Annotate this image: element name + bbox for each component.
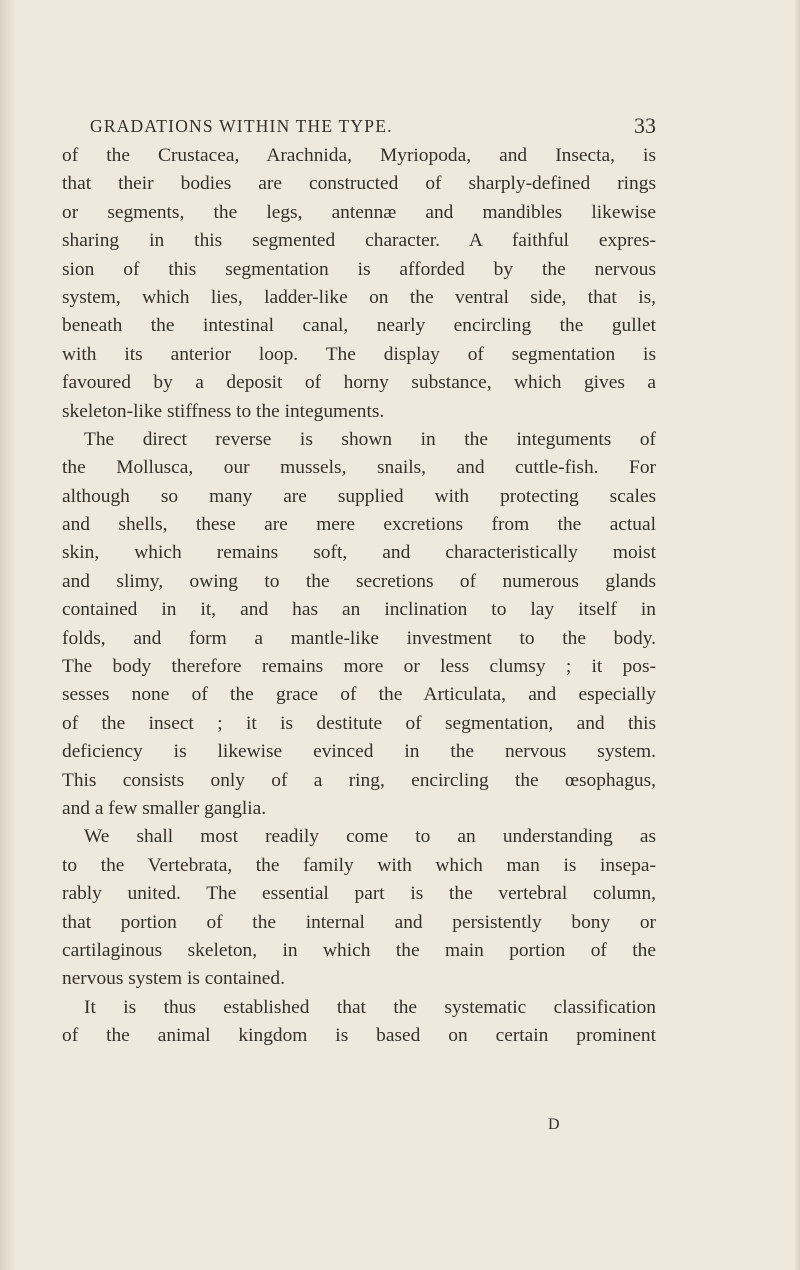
text-line: that portion of the internal and persistently bony or	[62, 911, 656, 933]
running-head	[90, 111, 656, 141]
text-line: skeleton-like stiffness to the integuments.	[62, 400, 385, 422]
text-line: sesses none of the grace of the Articulata, and especially	[62, 684, 656, 706]
body-text	[62, 142, 656, 1051]
text-line: system, which lies, ladder-like on the ventral side, that is,	[62, 286, 656, 308]
text-line: that their bodies are constructed of sharply-defined rings	[62, 173, 656, 195]
text-line: and a few smaller ganglia.	[62, 797, 267, 819]
text-line: rably united. The essential part is the vertebral column,	[62, 883, 656, 905]
text-line: and shells, these are mere excretions from the actual	[62, 514, 656, 536]
text-line: deficiency is likewise evinced in the nervous system.	[62, 741, 656, 763]
text-line: This consists only of a ring, encircling the œsophagus,	[62, 769, 656, 791]
text-line: although so many are supplied with protecting scales	[62, 485, 656, 507]
text-line: of the Crustacea, Arachnida, Myriopoda, and Insecta, is	[62, 145, 656, 166]
text-line: favoured by a deposit of horny substance, which gives a	[62, 372, 656, 394]
page-edge	[794, 0, 800, 1270]
text-line: skin, which remains soft, and characteristically moist	[62, 542, 656, 564]
text-line: with its anterior loop. The display of segmentation is	[62, 343, 656, 365]
text-line: the Mollusca, our mussels, snails, and cuttle-fish. For	[62, 457, 656, 479]
page-number: 33	[634, 113, 656, 138]
text-line: It is thus established that the systematic classification	[84, 996, 656, 1018]
text-line: folds, and form a mantle-like investment to the body.	[62, 627, 656, 649]
text-line: contained in it, and has an inclination to lay itself in	[62, 599, 656, 621]
text-line: cartilaginous skeleton, in which the main portion of the	[62, 939, 656, 961]
text-line: The direct reverse is shown in the integuments of	[84, 428, 656, 450]
text-line: sion of this segmentation is afforded by the nervous	[62, 258, 656, 280]
binding-gutter	[0, 0, 14, 1270]
text-line: sharing in this segmented character. A faithful expres-	[62, 230, 656, 252]
text-line: The body therefore remains more or less clumsy ; it pos-	[62, 656, 656, 678]
text-line: of the insect ; it is destitute of segmentation, and this	[62, 712, 656, 734]
running-head-title: GRADATIONS WITHIN THE TYPE.	[90, 116, 393, 136]
text-line: to the Vertebrata, the family with which man is insepa-	[62, 854, 656, 876]
text-line: We shall most readily come to an understanding as	[84, 826, 656, 848]
signature-mark: D	[548, 1116, 560, 1133]
text-line: and slimy, owing to the secretions of numerous glands	[62, 570, 656, 592]
text-line: or segments, the legs, antennæ and mandibles likewise	[62, 201, 656, 223]
text-line: of the animal kingdom is based on certain prominent	[62, 1025, 656, 1047]
text-line: beneath the intestinal canal, nearly encircling the gullet	[62, 315, 656, 337]
text-line: nervous system is contained.	[62, 968, 285, 990]
